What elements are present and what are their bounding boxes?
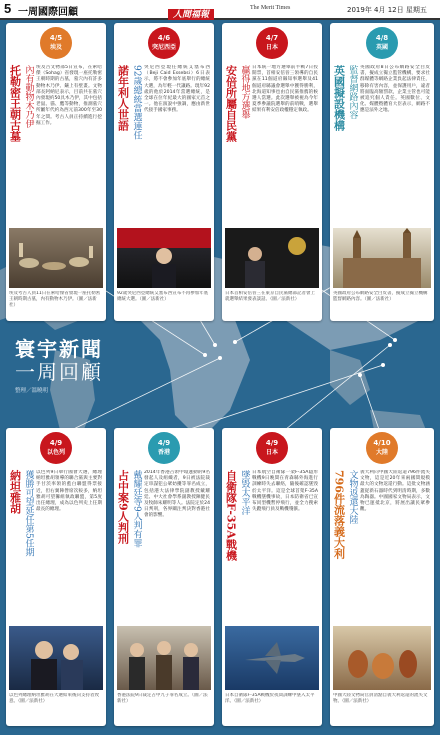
- story-card-japan-jet: [222, 428, 322, 726]
- story-headline: 托勒密王朝古墓: [8, 65, 22, 142]
- date-badge: 4/9 香港: [148, 432, 180, 464]
- masthead-logo: [168, 2, 248, 20]
- story-photo: [9, 626, 103, 690]
- pottery-relics-icon: [333, 626, 431, 690]
- story-card-tunisia: [114, 23, 214, 321]
- story-photo: [225, 228, 319, 288]
- date-badge: 4/9 以色列: [40, 432, 72, 464]
- story-body: 2014年香港占領中環運動的9名發起人及組織者，9日被法院裁定串謀犯公眾妨擾等罪名成立，包括港大法律學院副教授戴耀廷、中大社會學系副教授陳健民及牧師朱耀明等人。法院定於24日判刑，各界關注判決對香港社會的影響。: [144, 470, 210, 519]
- story-card-hong-kong: [114, 428, 214, 726]
- story-headline: 占中案9人判刑: [116, 470, 130, 544]
- story-photo: [117, 626, 211, 690]
- parliament-building-icon: [333, 228, 431, 288]
- story-caption: 以色列總理納坦雅胡在大選結束後向支持者致意。（圖／法新社）: [9, 693, 99, 704]
- story-headline: 英國擬設機構: [332, 65, 346, 131]
- leader-greeting-icon: [9, 626, 103, 690]
- story-body: 突尼西亞現任總統艾塞布西（Beji Caid Essebsi）6日表示，將不會參加年底舉行的總統大選，為年輕一代讓路。現年92歲的他於2014年當選總統，是全球在位年紀最大的國家元首之一。他在演說中強調，應由新世代接手國家事務。: [144, 65, 210, 114]
- story-caption: 英國政府公布網路安全白皮書，擬成立獨立機構監督網路內容。（圖／法新社）: [333, 291, 428, 302]
- story-subhead: 獲勝可望延任第5任期: [23, 470, 34, 557]
- story-caption: 日本自衛隊F-35A戰機於夜間訓練中墜入太平洋。（圖／法新社）: [225, 693, 315, 704]
- story-body: 英國政府8日公布網路安全白皮書，擬成立獨立監管機構，要求社群媒體等網路企業負起法律責任，移除有害內容，並保護用戶，違者將面臨高額罰款，企業主管也可能被追究個人責任。英國數位、文化、媒體暨體育大臣表示，網路不應是法外之地。: [360, 65, 430, 114]
- feature-title: 寰宇新聞: [15, 337, 103, 361]
- story-caption: 日本首相安倍晉三在東京自民黨總部記者會上就選舉結果發表談話。（圖／法新社）: [225, 291, 315, 302]
- president-speaking-icon: [117, 228, 211, 288]
- feature-credit: 整理／溫曉明: [15, 388, 49, 394]
- story-subhead: 監督網路內容: [347, 65, 358, 119]
- story-photo: [9, 228, 103, 288]
- page-number: 5: [4, 1, 12, 16]
- story-subhead: 贏得地方選舉: [239, 65, 250, 119]
- story-card-uk: [330, 23, 434, 321]
- story-subhead: 內有動物木乃伊: [23, 65, 34, 128]
- story-card-japan-election: [222, 23, 322, 321]
- date-badge: 4/8 英國: [366, 27, 398, 59]
- mummy-artifacts-icon: [9, 228, 103, 288]
- story-headline: 納坦雅胡: [8, 470, 22, 514]
- story-body: 埃及古文物部5日宣布，在索哈傑（Sohag）省發現一座托勒密王朝時期的古墓，墓穴內有許多動物木乃伊、鑲上有壁畫。文物部長阿納尼表示，目前共在墓穴內發現約50具木乃伊，其中包括老鼠、貓、鷹等動物，推測墓穴所屬年代約為西元前300年至30年之間。考古人員正持續進行挖掘工作。: [36, 65, 102, 126]
- story-card-israel: [6, 428, 106, 726]
- story-headline: 自衛隊F-35A戰機: [224, 470, 238, 561]
- story-headline: 諾年利人世語: [116, 65, 130, 131]
- story-subhead: 92歲總統當選連任: [131, 65, 142, 140]
- logo-english: The Merit Times: [250, 5, 291, 11]
- story-photo: [333, 228, 431, 288]
- story-body: 以色列9日舉行國會大選，總理納坦雅胡領導的聯合黨與主要對手甘茨率領的藍白聯盟得票接近，但右翼陣營席次較多，納坦雅胡可望籌組執政聯盟，第5度出任總理，成為以色列史上任期最長的總理。: [36, 470, 102, 513]
- press-conference-icon: [225, 228, 319, 288]
- story-caption: 92歲突尼西亞總統艾塞布西宣布不再參加年底總統大選。（圖／法新社）: [117, 291, 209, 302]
- feature-title-block: [15, 338, 103, 394]
- story-body: 日本航空自衛隊一架F-35A隱形戰機9日晚間在青森縣外海進行訓練時失去聯絡，隨後確認墜毀於太平洋。這是全球首架F-35A戰機墜機事故，日本防衛省已宣布同型機暫停飛行，並全力搜索失蹤飛行員及戰機殘骸。: [252, 470, 318, 513]
- story-caption: 香港法院9日裁定占中九子罪名成立。（圖／法新社）: [117, 693, 208, 704]
- feature-subtitle: 一周回顧: [15, 360, 103, 384]
- logo-text: 人間福報: [168, 9, 214, 22]
- page-header: [0, 0, 440, 20]
- story-subhead: 墜毀太平洋: [239, 470, 250, 515]
- story-body: 日本統一地方選舉前半戰7日投開票，首相安倍晉三領導的自民黨在11個道府縣知事選舉及41個道府縣議會選舉中獲得勝利，北海道知事也由自民黨推薦的候選人當選。此次選舉被視為今年夏季參議院選舉的前哨戰，選舉結果有利安倍政權穩定執政。: [252, 65, 318, 114]
- date-badge: 4/10 大陸: [366, 432, 398, 464]
- date-badge: 4/6 突尼西亞: [148, 27, 180, 59]
- story-caption: 中國大陸文物局官員清點自義大利返還的流失文物。（圖／法新社）: [333, 693, 428, 704]
- story-photo: [333, 626, 431, 690]
- story-photo: [225, 626, 319, 690]
- date-badge: 4/9 日本: [256, 432, 288, 464]
- issue-date: 2019年 4月 12日 星期五: [347, 6, 427, 14]
- story-body: 義大利向中國大陸返還796件流失文物，這是近20年來兩國間規模最大的文物返還行動。這批文物涵蓋從新石器時代到明清時期，多數為陶器。中國國家文物局表示，文物已運抵北京，將展出讓民眾參觀。: [360, 470, 430, 513]
- story-headline: 796件流落義大利: [332, 470, 346, 559]
- fighter-jet-icon: [225, 626, 319, 690]
- defendants-group-icon: [117, 626, 211, 690]
- story-card-china-relics: [330, 428, 434, 726]
- date-badge: 4/5 埃及: [40, 27, 72, 59]
- story-photo: [117, 228, 211, 288]
- section-title: 一周國際回顧: [18, 7, 78, 18]
- story-subhead: 戴耀廷等9人判有罪: [131, 470, 142, 548]
- date-badge: 4/7 日本: [256, 27, 288, 59]
- story-card-egypt: [6, 23, 106, 321]
- story-headline: 安倍所屬自民黨: [224, 65, 238, 142]
- story-caption: 埃及考古人員11日在索哈傑省發現一座托勒密王朝時期古墓，內有動物木乃伊。（圖／法新社）: [9, 291, 101, 308]
- story-subhead: 文物返還大陸: [347, 470, 358, 524]
